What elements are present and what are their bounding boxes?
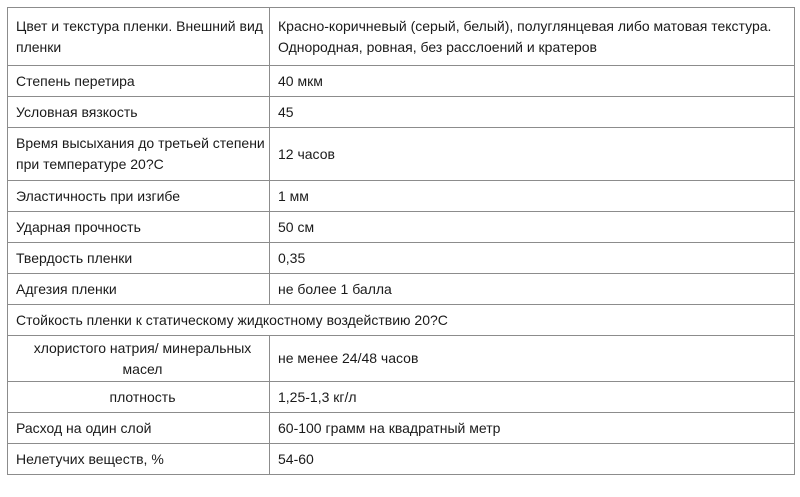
row-value: 50 см: [270, 212, 795, 243]
row-label: Твердость пленки: [8, 243, 270, 274]
row-label: Цвет и текстура пленки. Внешний вид пленки: [8, 8, 270, 66]
section-heading: Стойкость пленки к статическому жидкостному воздействию 20?С: [8, 305, 795, 336]
row-value: 1 мм: [270, 181, 795, 212]
row-label: Степень перетира: [8, 66, 270, 97]
row-label: Нелетучих веществ, %: [8, 444, 270, 475]
table-row: [8, 305, 795, 336]
row-value: не менее 24/48 часов: [270, 336, 795, 382]
table-row: [8, 8, 795, 66]
table-row: [8, 274, 795, 305]
table-row: [8, 336, 795, 382]
table-row: [8, 413, 795, 444]
row-value: 54-60: [270, 444, 795, 475]
table-row: [8, 128, 795, 181]
table-row: [8, 66, 795, 97]
row-value: 40 мкм: [270, 66, 795, 97]
row-label: плотность: [8, 382, 270, 413]
row-label: Эластичность при изгибе: [8, 181, 270, 212]
specifications-table: [7, 7, 795, 475]
table-row: [8, 97, 795, 128]
row-label: хлористого натрия/ минеральных масел: [8, 336, 270, 382]
row-label: Ударная прочность: [8, 212, 270, 243]
row-label: Условная вязкость: [8, 97, 270, 128]
row-value: 12 часов: [270, 128, 795, 181]
row-value: 45: [270, 97, 795, 128]
row-label: Время высыхания до третьей степени при температуре 20?С: [8, 128, 270, 181]
table-row: [8, 212, 795, 243]
row-label: Расход на один слой: [8, 413, 270, 444]
row-value: не более 1 балла: [270, 274, 795, 305]
table-row: [8, 243, 795, 274]
row-value: 0,35: [270, 243, 795, 274]
row-value: Красно-коричневый (серый, белый), полуглянцевая либо матовая текстура. Однородная, ровная, без расслоений и кратеров: [270, 8, 795, 66]
table-row: [8, 382, 795, 413]
table-row: [8, 181, 795, 212]
table-row: [8, 444, 795, 475]
row-value: 1,25-1,3 кг/л: [270, 382, 795, 413]
row-label: Адгезия пленки: [8, 274, 270, 305]
row-value: 60-100 грамм на квадратный метр: [270, 413, 795, 444]
